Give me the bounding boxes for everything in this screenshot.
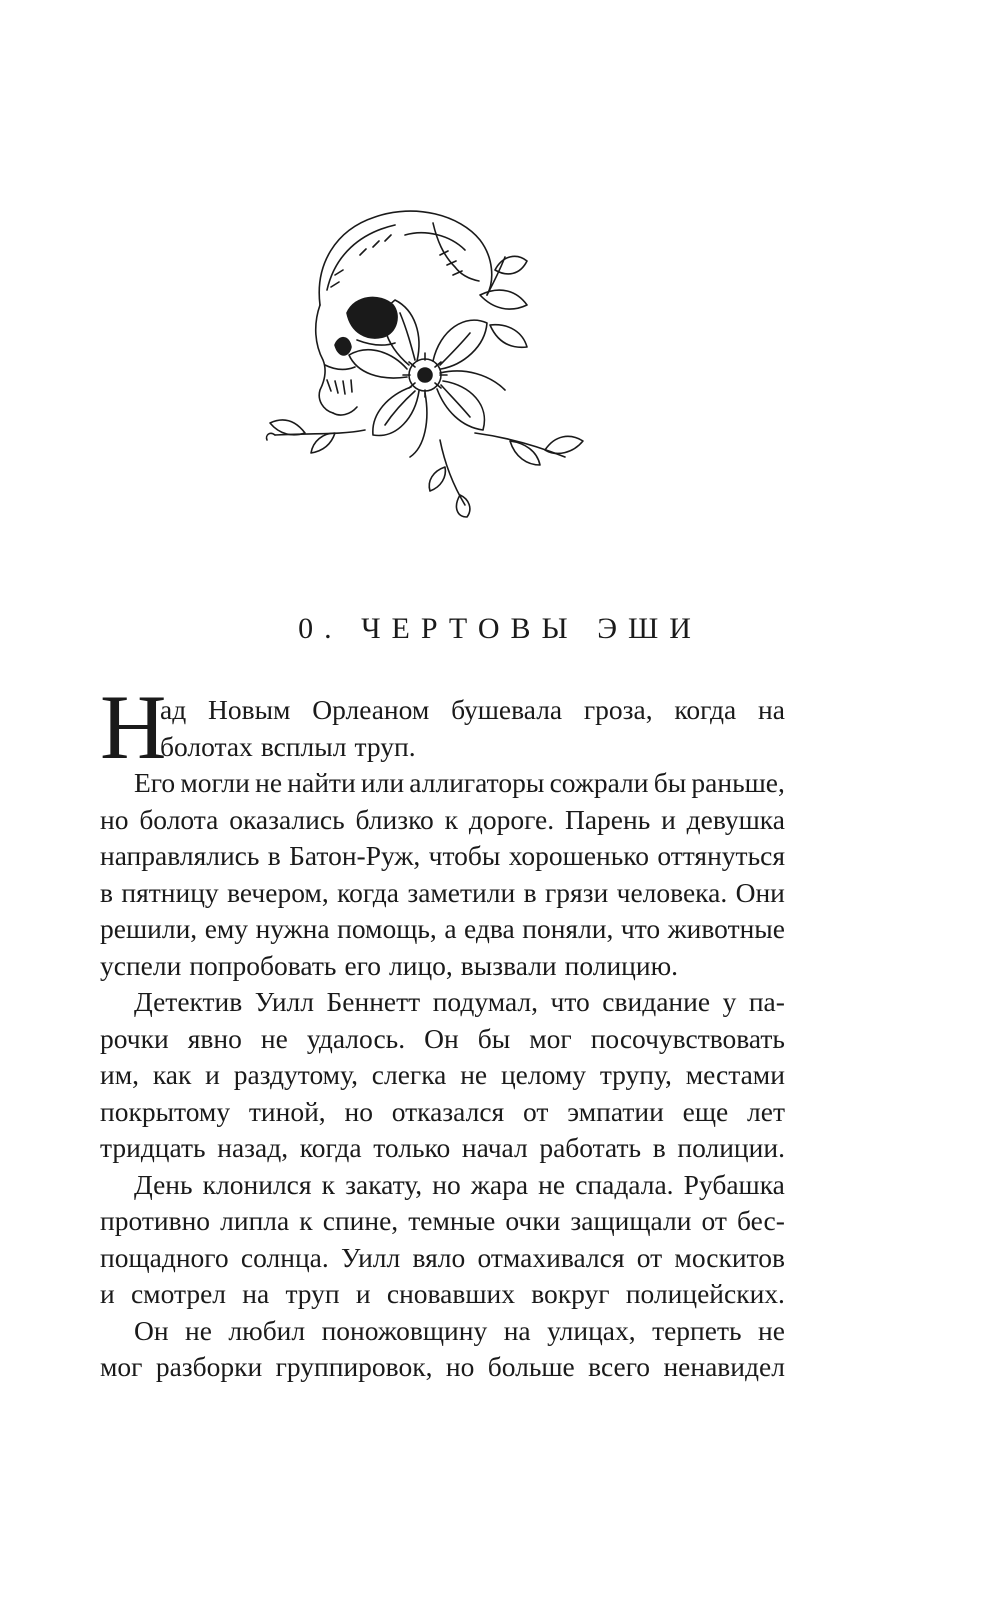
word: или xyxy=(360,767,405,798)
word: тиной, xyxy=(248,1095,326,1127)
word: клонился xyxy=(202,1168,312,1200)
word: спине, xyxy=(322,1205,399,1236)
word: липла xyxy=(220,1205,290,1236)
word: работать xyxy=(539,1132,642,1163)
word: чтобы xyxy=(428,840,501,871)
text-line xyxy=(100,875,785,912)
word: в xyxy=(100,876,113,908)
word: целому xyxy=(500,1059,586,1090)
word: бы xyxy=(477,1022,511,1054)
word: больше xyxy=(487,1351,575,1382)
text-line xyxy=(100,1021,785,1058)
text-lines xyxy=(100,692,785,1386)
word: что xyxy=(550,986,590,1017)
word: и xyxy=(661,803,676,835)
word: бы xyxy=(653,767,687,798)
text-line xyxy=(100,729,785,766)
word: от xyxy=(701,1205,727,1236)
word: лет xyxy=(747,1095,785,1127)
word: труп xyxy=(285,1278,340,1309)
word: трупу, xyxy=(599,1059,672,1090)
word: всего xyxy=(588,1351,651,1382)
word: раздутому, xyxy=(233,1059,358,1090)
chapter-text xyxy=(100,676,785,1386)
text-line xyxy=(100,1130,785,1167)
word: подумал, xyxy=(432,986,539,1017)
word: гроза, xyxy=(583,694,653,725)
word: рочки xyxy=(100,1022,169,1054)
word: болота xyxy=(139,803,219,835)
word: не xyxy=(758,1314,785,1346)
word: раньше, xyxy=(691,767,785,798)
word: любил xyxy=(228,1314,306,1346)
word: Уилл xyxy=(254,986,314,1017)
word: что xyxy=(620,913,661,944)
word: только xyxy=(373,1132,451,1163)
text-line xyxy=(100,802,785,839)
word: ненавидел xyxy=(663,1351,785,1382)
word: День xyxy=(134,1168,193,1200)
text-line xyxy=(100,1276,785,1313)
word: поняли, xyxy=(522,913,614,944)
word: солнца. xyxy=(240,1241,329,1273)
word: от xyxy=(636,1241,663,1273)
word: очки xyxy=(505,1205,561,1236)
word: назад, xyxy=(217,1132,289,1163)
word: спадала. xyxy=(575,1168,674,1200)
word: жара xyxy=(470,1168,529,1200)
word: Рубашка xyxy=(683,1168,785,1200)
word: едва xyxy=(464,913,515,944)
word: но xyxy=(344,1095,373,1127)
word: в xyxy=(652,1132,666,1163)
word: начал xyxy=(461,1132,528,1163)
word: не xyxy=(260,1022,288,1054)
word: у xyxy=(722,986,737,1017)
word: и xyxy=(355,1278,371,1309)
word: поножовщину xyxy=(321,1314,488,1346)
word: покрытому xyxy=(100,1095,231,1127)
word: Его xyxy=(134,767,176,798)
word: москитов xyxy=(674,1241,785,1273)
word: терпеть xyxy=(652,1314,742,1346)
word: ад xyxy=(160,694,187,725)
word: всплыл xyxy=(260,730,347,762)
word: болотах xyxy=(160,730,253,762)
drop-cap: Н xyxy=(100,676,167,778)
word: мог xyxy=(100,1351,143,1382)
word: хорошенько xyxy=(508,840,650,871)
word: противно xyxy=(100,1205,211,1236)
word: направлялись xyxy=(100,840,260,871)
word: лицо, xyxy=(389,949,453,981)
word: Новым xyxy=(207,694,291,725)
word: заметили xyxy=(407,876,516,908)
word: в xyxy=(523,876,537,908)
word: попробовать xyxy=(189,949,337,981)
word: животные xyxy=(667,913,785,944)
word: темные xyxy=(408,1205,496,1236)
text-line xyxy=(100,1313,785,1350)
word: закату, xyxy=(345,1168,423,1200)
text-line xyxy=(100,1203,785,1240)
word: полицию. xyxy=(564,949,679,981)
word: близко xyxy=(355,803,434,835)
word: пятницу xyxy=(121,876,219,908)
word: решили, xyxy=(100,913,198,944)
word: в xyxy=(267,840,281,871)
word: явно xyxy=(187,1022,242,1054)
word: не xyxy=(460,1059,488,1090)
word: Они xyxy=(735,876,785,908)
word: смотрел xyxy=(130,1278,226,1309)
word: когда xyxy=(337,876,399,908)
word: отказался xyxy=(391,1095,505,1127)
word: на xyxy=(758,694,785,725)
word: вызвали xyxy=(460,949,557,981)
word: Детектив xyxy=(134,986,243,1017)
word: Батон-Руж, xyxy=(289,840,421,871)
word: но xyxy=(445,1351,475,1382)
word: посочувствовать xyxy=(590,1022,785,1054)
word: но xyxy=(432,1168,461,1200)
word: его xyxy=(344,949,381,981)
word: на xyxy=(503,1314,531,1346)
word: как xyxy=(152,1059,192,1090)
word: Беннетт xyxy=(326,986,421,1017)
word: помощь, xyxy=(337,913,437,944)
word: не xyxy=(538,1168,566,1200)
word: вечером, xyxy=(227,876,329,908)
word: оттянуться xyxy=(657,840,785,871)
word: дороге. xyxy=(468,803,555,835)
word: сожрали xyxy=(549,767,649,798)
word: труп. xyxy=(354,730,416,762)
word: защищали xyxy=(570,1205,692,1236)
word: па- xyxy=(748,986,785,1017)
word: сновавших xyxy=(386,1278,516,1309)
text-line xyxy=(100,1167,785,1204)
word: оказались xyxy=(229,803,345,835)
word: слегка xyxy=(371,1059,447,1090)
word: эмпатии xyxy=(567,1095,664,1127)
text-line xyxy=(100,911,785,948)
word: Уилл xyxy=(341,1241,401,1273)
word: и xyxy=(100,1278,115,1309)
text-line xyxy=(100,1057,785,1094)
word: к xyxy=(299,1205,313,1236)
word: полиции. xyxy=(677,1132,785,1163)
word: и xyxy=(205,1059,220,1090)
word: отмахивался xyxy=(477,1241,625,1273)
word: на xyxy=(242,1278,270,1309)
text-line xyxy=(100,692,785,729)
word: тридцать xyxy=(100,1132,206,1163)
word: грязи xyxy=(544,876,609,908)
word: бушевала xyxy=(451,694,563,725)
word: когда xyxy=(674,694,737,725)
word: когда xyxy=(299,1132,362,1163)
word: бес- xyxy=(737,1205,785,1236)
word: мог xyxy=(529,1022,572,1054)
text-line xyxy=(100,1349,785,1386)
word: к xyxy=(444,803,459,835)
word: полицейских. xyxy=(625,1278,785,1309)
word: ему xyxy=(204,913,249,944)
skull-with-magnolia-icon xyxy=(265,195,595,520)
word: пощадного xyxy=(100,1241,229,1273)
word: группировок, xyxy=(275,1351,433,1382)
text-line xyxy=(100,765,785,802)
word: Он xyxy=(134,1314,169,1346)
chapter-title: 0. ЧЕРТОВЫ ЭШИ xyxy=(298,612,702,645)
word: вяло xyxy=(412,1241,466,1273)
text-line xyxy=(100,1094,785,1131)
word: местами xyxy=(685,1059,785,1090)
word: найти xyxy=(287,767,356,798)
word: успели xyxy=(100,949,182,981)
text-line xyxy=(100,948,785,985)
text-line xyxy=(100,984,785,1021)
text-line xyxy=(100,1240,785,1277)
word: им, xyxy=(100,1059,139,1090)
word: Орлеаном xyxy=(312,694,430,725)
word: но xyxy=(100,803,129,835)
word: нужна xyxy=(255,913,330,944)
word: Парень xyxy=(564,803,651,835)
word: Он xyxy=(424,1022,459,1054)
word: свидание xyxy=(602,986,711,1017)
word: вокруг xyxy=(531,1278,610,1309)
word: девушка xyxy=(686,803,785,835)
word: еще xyxy=(682,1095,729,1127)
word: не xyxy=(185,1314,212,1346)
word: не xyxy=(255,767,283,798)
word: а xyxy=(444,913,457,944)
word: аллигаторы xyxy=(409,767,545,798)
word: удалось. xyxy=(306,1022,406,1054)
word: к xyxy=(321,1168,336,1200)
word: человека. xyxy=(616,876,728,908)
text-line xyxy=(100,838,785,875)
word: разборки xyxy=(155,1351,263,1382)
word: могли xyxy=(180,767,250,798)
word: улицах, xyxy=(547,1314,636,1346)
word: от xyxy=(523,1095,549,1127)
